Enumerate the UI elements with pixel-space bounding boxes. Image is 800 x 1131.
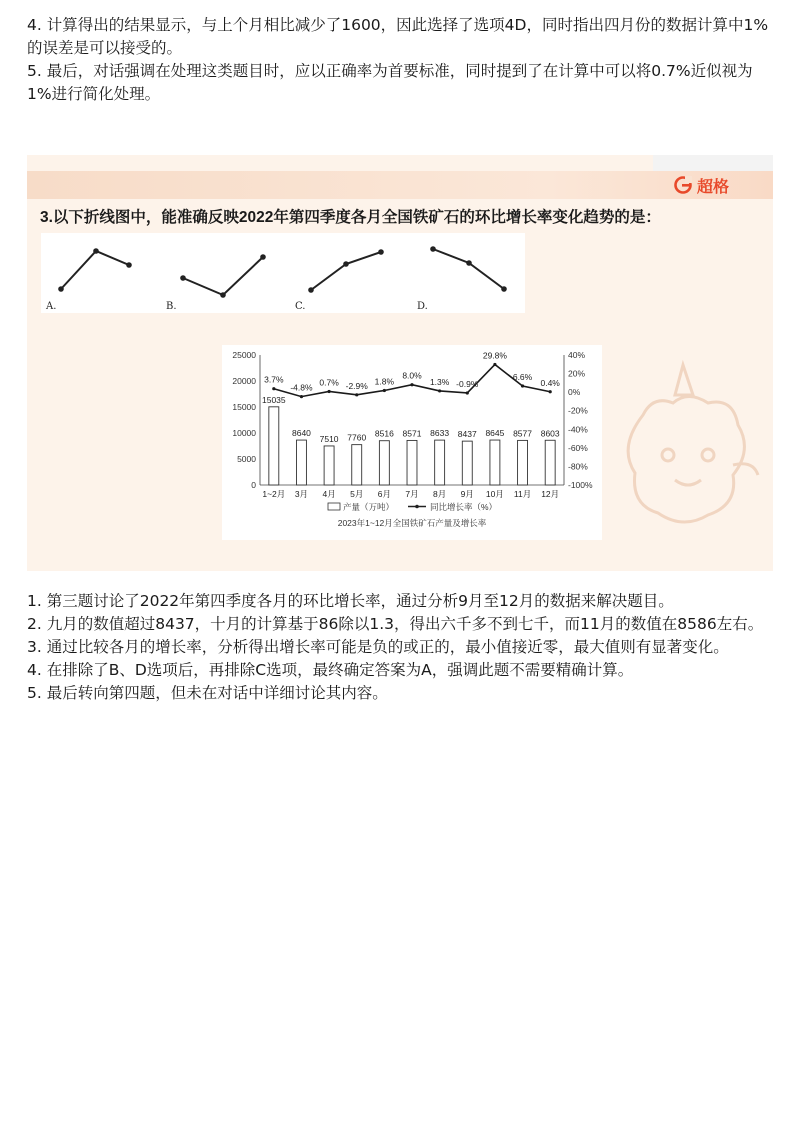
y-right-tick-label: 20% xyxy=(568,368,586,379)
summary-item: 2. 九月的数值超过8437，十月的计算基于86除以1.3，得出六千多不到七千，而11月的数值在8586左右。 xyxy=(27,615,764,633)
x-tick-label: 3月 xyxy=(294,489,309,499)
brand-logo xyxy=(673,173,729,197)
growth-rate-label: -4.8% xyxy=(290,382,313,393)
bar-production xyxy=(269,407,279,485)
summary-item: 5. 最后转向第四题，但未在对话中详细讨论其内容。 xyxy=(27,684,388,702)
summary-item: 3. 通过比较各月的增长率，分析得出增长率可能是负的或正的，最小值接近零，最大值则有显著变化。 xyxy=(27,638,729,656)
legend-line-label: 同比增长率（%） xyxy=(430,502,498,512)
bar-value-label: 8640 xyxy=(291,428,311,439)
bar-production xyxy=(296,440,306,485)
y-right-tick-label: 0% xyxy=(568,387,581,398)
growth-rate-label: -0.9% xyxy=(456,378,479,389)
option-b-label: B. xyxy=(166,301,177,312)
y-right-tick-label: -20% xyxy=(568,405,588,416)
bar-production xyxy=(352,445,362,485)
production-chart xyxy=(222,345,602,540)
y-right-tick-label: -60% xyxy=(568,442,588,453)
slide-header-bar xyxy=(27,171,773,199)
growth-rate-point xyxy=(410,383,413,386)
bar-production xyxy=(545,440,555,485)
growth-rate-point xyxy=(549,390,552,393)
bar-production xyxy=(490,440,500,485)
summary-item: 4. 计算得出的结果显示，与上个月相比减少了1600，因此选择了选项4D，同时指出四月份的数据计算中1%的误差是可以接受的。 xyxy=(27,16,769,57)
summary-top xyxy=(27,14,777,106)
bar-production xyxy=(518,440,528,485)
x-tick-label: 1~2月 xyxy=(262,489,286,499)
bar-production xyxy=(462,441,472,485)
growth-rate-point xyxy=(300,395,303,398)
summary-item: 1. 第三题讨论了2022年第四季度各月的环比增长率，通过分析9月至12月的数据来解决题目。 xyxy=(27,592,674,610)
bar-value-label: 8571 xyxy=(402,428,422,439)
x-tick-label: 5月 xyxy=(350,489,364,499)
bar-production xyxy=(435,440,445,485)
bar-value-label: 8603 xyxy=(540,428,560,439)
growth-rate-label: 29.8% xyxy=(482,350,507,361)
x-tick-label: 12月 xyxy=(541,489,560,499)
bar-value-label: 15035 xyxy=(261,394,286,405)
x-tick-label: 4月 xyxy=(322,489,336,499)
y-left-tick-label: 0 xyxy=(251,480,256,490)
slide-top-strip xyxy=(653,155,773,171)
y-left-tick-label: 25000 xyxy=(232,350,256,360)
growth-rate-label: 6.6% xyxy=(512,372,533,383)
growth-rate-point xyxy=(466,391,469,394)
x-tick-label: 9月 xyxy=(460,489,474,499)
bar-production xyxy=(379,441,389,485)
bar-value-label: 8577 xyxy=(513,428,533,439)
question-text: 3.以下折线图中，能准确反映2022年第四季度各月全国铁矿石的环比增长率变化趋势的是： xyxy=(40,209,661,226)
legend-bar-swatch xyxy=(328,503,340,510)
legend-bar-label: 产量（万吨） xyxy=(343,502,395,512)
y-right-tick-label: -100% xyxy=(568,480,593,490)
growth-rate-label: 8.0% xyxy=(402,370,422,381)
growth-rate-label: 3.7% xyxy=(264,374,284,385)
growth-rate-point xyxy=(521,384,524,387)
legend-line-marker xyxy=(415,505,419,509)
production-chart-svg xyxy=(222,345,602,540)
y-left-tick-label: 10000 xyxy=(232,428,256,438)
brand-g-icon xyxy=(673,175,693,195)
y-left-tick-label: 15000 xyxy=(232,402,256,412)
growth-rate-label: 0.7% xyxy=(319,377,339,388)
bar-value-label: 8633 xyxy=(430,428,450,439)
x-tick-label: 6月 xyxy=(377,489,391,499)
y-right-tick-label: 40% xyxy=(568,350,586,360)
growth-rate-label: 1.3% xyxy=(429,376,450,387)
option-d-label: D. xyxy=(417,301,428,312)
mascot-watermark xyxy=(613,355,763,555)
growth-rate-label: 1.8% xyxy=(374,376,395,387)
bar-value-label: 7510 xyxy=(319,433,339,444)
growth-rate-point xyxy=(272,387,275,390)
summary-item: 4. 在排除了B、D选项后，再排除C选项，最终确定答案为A，强调此题不需要精确计算。 xyxy=(27,661,634,679)
growth-rate-point xyxy=(493,363,496,366)
brand-name: 超格 xyxy=(696,176,729,196)
bar-value-label: 8437 xyxy=(457,429,477,440)
x-tick-label: 7月 xyxy=(405,489,419,499)
bar-value-label: 8645 xyxy=(485,428,505,439)
y-right-tick-label: -40% xyxy=(568,424,588,435)
x-tick-label: 10月 xyxy=(485,489,504,499)
options-panel xyxy=(41,233,525,313)
option-a-label: A. xyxy=(46,301,57,312)
x-tick-label: 11月 xyxy=(513,489,532,499)
option-c-label: C. xyxy=(295,301,306,312)
y-left-tick-label: 20000 xyxy=(232,376,256,386)
x-tick-label: 8月 xyxy=(433,489,447,499)
y-left-tick-label: 5000 xyxy=(237,454,256,464)
chart-title: 2023年1~12月全国铁矿石产量及增长率 xyxy=(337,518,487,528)
summary-item: 5. 最后，对话强调在处理这类题目时，应以正确率为首要标准，同时提到了在计算中可以将0.7%近似视为1%进行简化处理。 xyxy=(27,62,753,103)
growth-rate-point xyxy=(383,389,386,392)
answer-options xyxy=(41,233,541,315)
growth-rate-label: 0.4% xyxy=(540,377,560,388)
bar-value-label: 8516 xyxy=(374,428,394,439)
y-right-tick-label: -80% xyxy=(568,461,588,472)
lecture-slide-image xyxy=(27,155,773,571)
bar-value-label: 7760 xyxy=(347,432,367,443)
growth-rate-point xyxy=(327,390,330,393)
growth-rate-point xyxy=(438,389,441,392)
bar-production xyxy=(324,446,334,485)
summary-bottom xyxy=(27,590,777,705)
growth-rate-point xyxy=(355,393,358,396)
bar-production xyxy=(407,440,417,485)
growth-rate-label: -2.9% xyxy=(345,380,368,391)
